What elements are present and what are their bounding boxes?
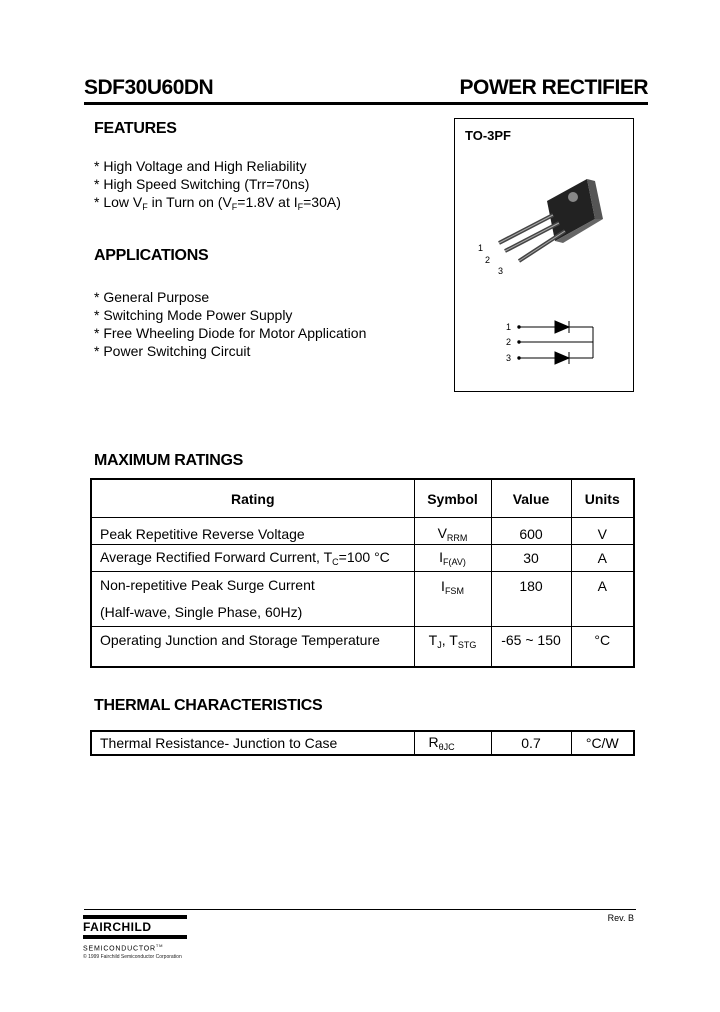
- feature-item: * High Speed Switching (Trr=70ns): [94, 176, 310, 192]
- symbol-cell: $V_{RRM}$: [414, 518, 491, 545]
- symbol-cell: $I_{FSM}$: [414, 572, 491, 627]
- features-heading: FEATURES: [94, 120, 177, 137]
- application-item: * General Purpose: [94, 289, 210, 305]
- application-item: * Switching Mode Power Supply: [94, 307, 293, 323]
- value-cell: 180: [491, 572, 571, 627]
- schematic-pin-label: 2: [506, 337, 512, 347]
- revision-label: Rev. B: [607, 913, 634, 923]
- max-ratings-table: [90, 478, 635, 668]
- rating-cell: Average Rectified Forward Current, $T_C=100$ °C: [91, 545, 414, 572]
- max-ratings-heading: MAXIMUM RATINGS: [94, 452, 243, 469]
- header-rule: [84, 102, 648, 105]
- column-header: Symbol: [414, 479, 491, 518]
- value-cell: -65 ~ 150: [491, 627, 571, 667]
- schematic-pin-label: 3: [506, 353, 512, 363]
- thermal-heading: THERMAL CHARACTERISTICS: [94, 697, 323, 714]
- schematic-pin-label: 1: [506, 322, 512, 332]
- column-header: Value: [491, 479, 571, 518]
- thermal-table: [90, 730, 635, 756]
- doc-title: POWER RECTIFIER: [459, 76, 648, 99]
- symbol-cell: $T_J$, $T_{STG}$: [414, 627, 491, 667]
- copyright: © 1999 Fairchild Semiconductor Corporation: [83, 954, 182, 961]
- table-row: [91, 518, 634, 545]
- fairchild-logo: [83, 915, 187, 961]
- symbol-cell: $R_{\theta JC}$: [414, 731, 491, 755]
- unit-cell: °C/W: [571, 731, 634, 755]
- table-row: [91, 572, 634, 627]
- table-row: [91, 731, 634, 755]
- table-header-row: [91, 479, 634, 518]
- logo-sub: SEMICONDUCTOR™: [83, 943, 164, 953]
- rating-cell: Operating Junction and Storage Temperature: [91, 627, 414, 667]
- part-number: SDF30U60DN: [84, 76, 214, 99]
- value-cell: 30: [491, 545, 571, 572]
- column-header: Rating: [91, 479, 414, 518]
- value-cell: 600: [491, 518, 571, 545]
- feature-item: * Low $V_F$ in Turn on ($V_F=1.8V$ at $I_F=30A$): [94, 194, 341, 212]
- dual-diode-schematic-icon: [506, 321, 593, 364]
- table-row: [91, 627, 634, 667]
- column-header: Units: [571, 479, 634, 518]
- applications-heading: APPLICATIONS: [94, 247, 209, 264]
- logo-name: FAIRCHILD: [83, 920, 152, 934]
- rating-cell: Peak Repetitive Reverse Voltage: [91, 518, 414, 545]
- rating-cell: Thermal Resistance- Junction to Case: [91, 731, 414, 755]
- feature-item: * High Voltage and High Reliability: [94, 158, 307, 174]
- pin-label: 2: [485, 255, 491, 265]
- value-cell: 0.7: [491, 731, 571, 755]
- application-item: * Power Switching Circuit: [94, 343, 251, 359]
- unit-cell: V: [571, 518, 634, 545]
- unit-cell: °C: [571, 627, 634, 667]
- pin-label: 3: [498, 266, 504, 276]
- package-box: [454, 118, 634, 392]
- rating-cell: Non-repetitive Peak Surge Current (Half-wave, Single Phase, 60Hz): [91, 572, 414, 627]
- unit-cell: A: [571, 545, 634, 572]
- symbol-cell: $I_{F(AV)}$: [414, 545, 491, 572]
- package-drawing: [455, 119, 633, 391]
- package-name: TO-3PF: [465, 128, 511, 143]
- footer-rule: [84, 909, 636, 910]
- table-row: [91, 545, 634, 572]
- pin-label: 1: [478, 243, 484, 253]
- unit-cell: A: [571, 572, 634, 627]
- application-item: * Free Wheeling Diode for Motor Application: [94, 325, 367, 341]
- to3pf-package-icon: [499, 179, 603, 261]
